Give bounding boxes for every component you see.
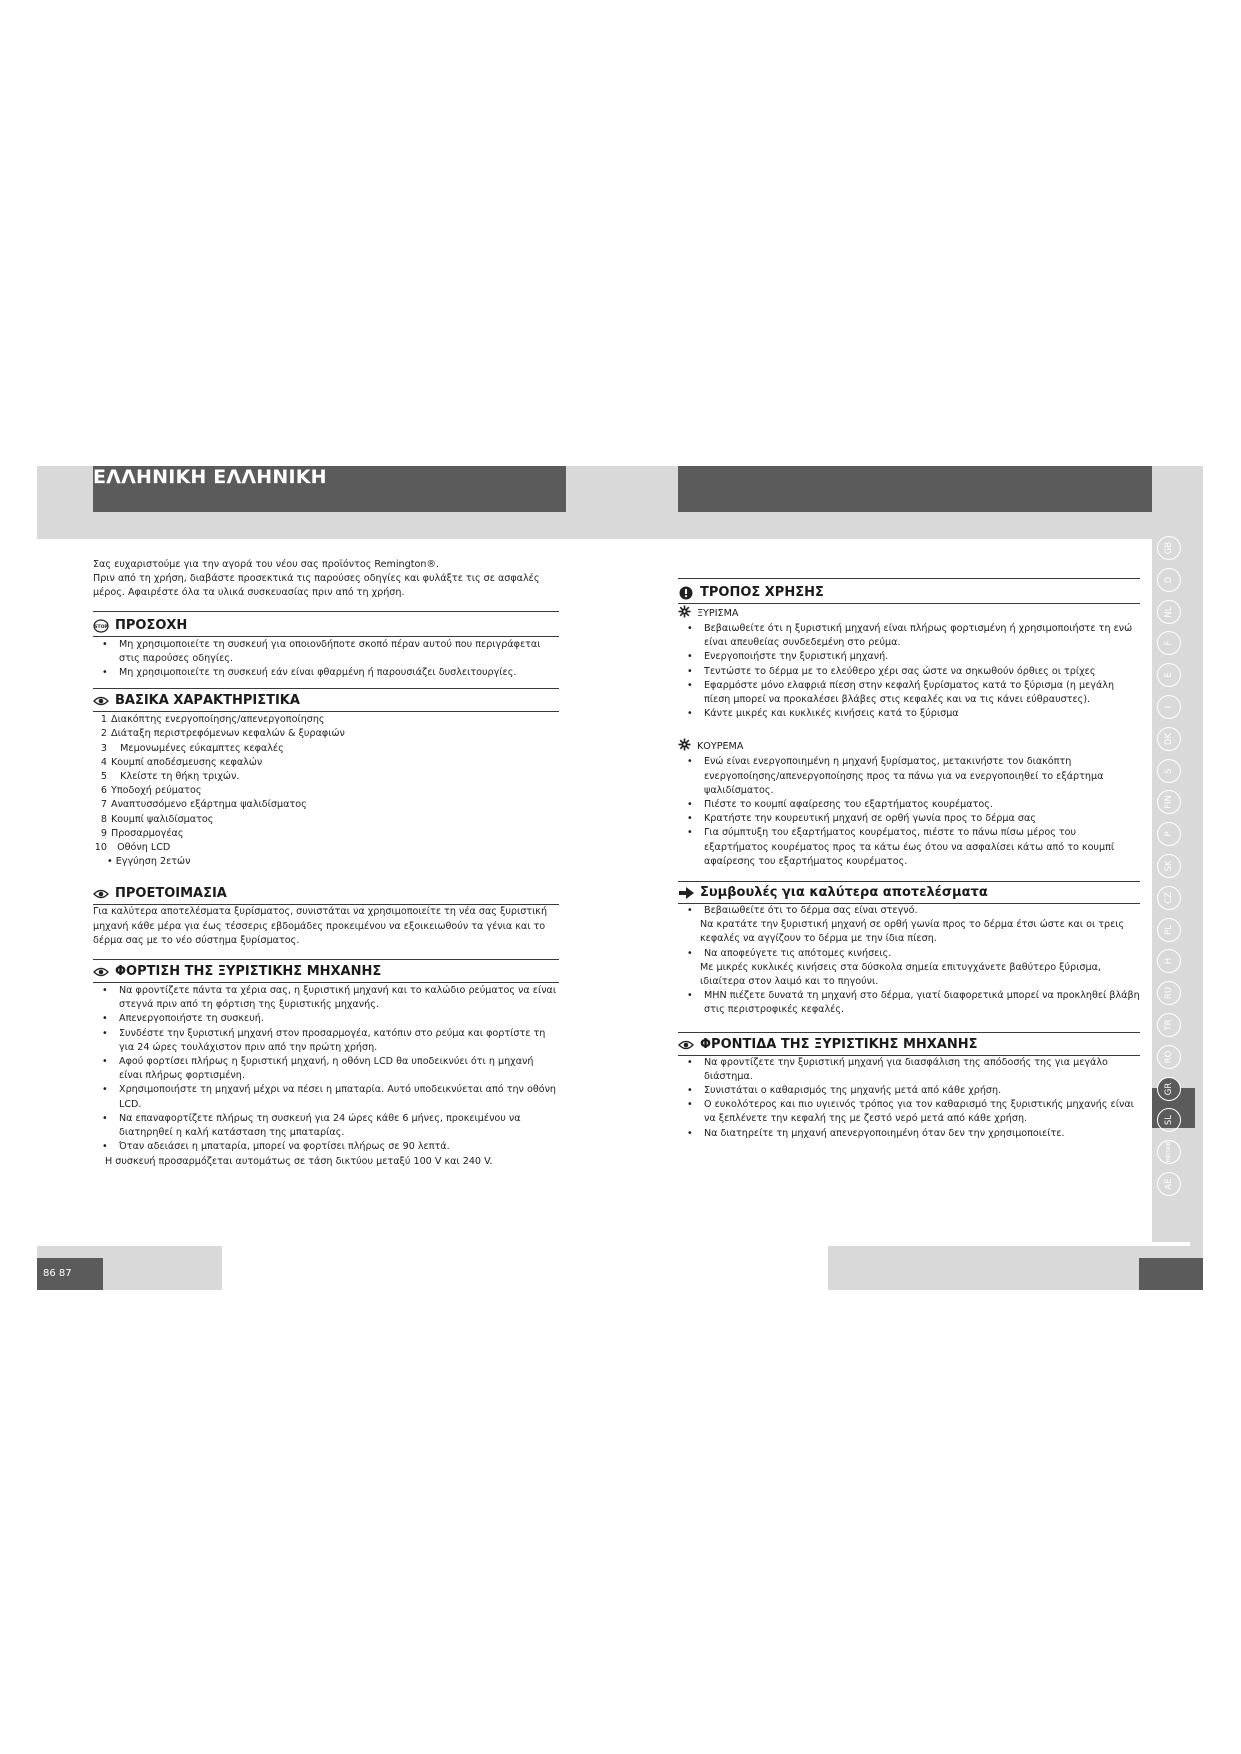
- language-tab-cz[interactable]: CZ: [1157, 886, 1181, 910]
- tip-continuation: κεφαλές να αγγίζουν το δέρμα με την ίδια πίεση.: [700, 933, 937, 945]
- feature-number: 3: [100, 742, 107, 754]
- feature-label: Αναπτυσσόμενο εξάρτημα ψαλιδίσματος: [111, 799, 307, 811]
- usage-heading: [678, 583, 1140, 603]
- list-item: • Όταν αδειάσει η μπαταρία, μπορεί να φορτίσει πλήρως σε 90 λεπτά.: [93, 1140, 559, 1154]
- list-item: • Αφού φορτίσει πλήρως η ξυριστική μηχανή, η οθόνη LCD θα υποδεικνύει ότι η μηχανή είναι πλήρως φορτισμένη.: [93, 1055, 559, 1083]
- language-tab-ru[interactable]: RU: [1157, 981, 1181, 1005]
- caution-heading: [93, 616, 559, 636]
- shaving-title: ΞΥΡΙΣΜΑ: [697, 607, 739, 619]
- care-list: [678, 1056, 1140, 1141]
- divider: [678, 881, 1140, 882]
- list-item: • Ο ευκολότερος και πιο υγιεινός τρόπος για τον καθαρισμό της ξυριστικής μηχανής είναι να ξεπλένετε την κεφαλή της με ζεστό νερό μετά από κάθε χρήση.: [678, 1098, 1140, 1126]
- divider: [93, 636, 559, 637]
- list-item: • Πιέστε το κουμπί αφαίρεσης του εξαρτήματος κουρέματος.: [678, 798, 1140, 812]
- feature-number: 9: [100, 827, 107, 839]
- list-item: • Ενεργοποιήστε την ξυριστική μηχανή.: [678, 650, 1140, 664]
- warranty-note: • Εγγύηση 2ετών: [107, 856, 191, 868]
- list-item: • Βεβαιωθείτε ότι η ξυριστική μηχανή είναι πλήρως φορτισμένη ή χρησιμοποιήστε τη ενώ είναι απευθείας συνδεδεμένη στο ρεύμα.: [678, 622, 1140, 650]
- list-item: • Μη χρησιμοποιείτε τη συσκευή εάν είναι φθαρμένη ή παρουσιάζει δυσλειτουργίες.: [93, 666, 559, 680]
- tip-bullet: [678, 904, 1140, 918]
- feature-label: Μεμονωμένες εύκαμπτες κεφαλές: [111, 742, 284, 754]
- intro-line: Πριν από τη χρήση, διαβάστε προσεκτικά τις παρούσες οδηγίες και φυλάξτε τις σε ασφαλές: [93, 573, 540, 585]
- care-title: ΦΡΟΝΤΙΔΑ ΤΗΣ ΞΥΡΙΣΤΙΚΗΣ ΜΗΧΑΝΗΣ: [700, 1036, 978, 1052]
- page-numbers: 86 87: [43, 1268, 72, 1279]
- language-tab-ro[interactable]: RO: [1157, 1045, 1181, 1069]
- language-tab-dk[interactable]: DK: [1157, 727, 1181, 751]
- tips-heading: [678, 883, 1140, 903]
- charging-heading: [93, 962, 559, 982]
- list-item: • ΜΗΝ πιέζετε δυνατά τη μηχανή στο δέρμα, γιατί διαφορετικά μπορεί να προκληθεί βλάβη στις περιστροφικές κεφαλές.: [678, 989, 1140, 1017]
- svg-text:STOP: STOP: [94, 624, 108, 630]
- tip-continuation: Με μικρές κυκλικές κινήσεις στα δύσκολα σημεία επιτυγχάνετε βαθύτερο ξύρισμα,: [700, 961, 1101, 973]
- list-item: • Να φροντίζετε την ξυριστική μηχανή για διασφάλιση της απόδοσής της για μεγάλο διάστημα.: [678, 1056, 1140, 1084]
- list-item: • Συνιστάται ο καθαρισμός της μηχανής μετά από κάθε χρήση.: [678, 1084, 1140, 1098]
- feature-number: 6: [100, 785, 107, 797]
- right-column: [678, 578, 1140, 1141]
- divider: [678, 1032, 1140, 1033]
- list-item: • Να φροντίζετε πάντα τα χέρια σας, η ξυριστική μηχανή και το καλώδιο ρεύματος να είναι στεγνά πριν από τη φόρτιση της ξυριστικής μηχανής.: [93, 984, 559, 1012]
- divider: [93, 688, 559, 689]
- eye-icon: [93, 887, 109, 901]
- language-tab-s[interactable]: S: [1157, 759, 1181, 783]
- feature-number: 1: [100, 714, 107, 726]
- list-item: • Συνδέστε την ξυριστική μηχανή στον προσαρμογέα, κατόπιν στο ρεύμα και φορτίστε τη για 24 ώρες τουλάχιστον πριν από την πρώτη χρήση.: [93, 1027, 559, 1055]
- feature-item: [93, 713, 559, 727]
- trimming-title: ΚΟΥΡΕΜΑ: [697, 741, 744, 753]
- tip-continuation: Να κρατάτε την ξυριστική μηχανή σε ορθή γωνία προς το δέρμα έτσι ώστε και οι τρεις: [700, 919, 1125, 931]
- feature-item: [93, 827, 559, 841]
- feature-label: Διάταξη περιστρεφόμενων κεφαλών & ξυραφιών: [111, 728, 345, 740]
- feature-item: [93, 756, 559, 770]
- divider: [93, 611, 559, 612]
- header-bar-right: [678, 466, 1152, 512]
- divider: [93, 982, 559, 983]
- tips-title: Συμβουλές για καλύτερα αποτελέσματα: [700, 884, 988, 900]
- list-item: • Κάντε μικρές και κυκλικές κινήσεις κατά το ξύρισμα: [678, 707, 1140, 721]
- feature-label: Κουμπί ψαλιδίσματος: [111, 813, 214, 825]
- list-item: • Να επαναφορτίζετε πλήρως τη συσκευή για 24 ώρες κάθε 6 μήνες, προκειμένου να διατηρηθεί η καλή κατάσταση της μπαταρίας.: [93, 1112, 559, 1140]
- language-tab-f[interactable]: F: [1157, 631, 1181, 655]
- shaving-subheading: [678, 606, 1140, 622]
- feature-number: 2: [100, 728, 107, 740]
- list-item: • Βεβαιωθείτε ότι το δέρμα σας είναι στεγνό.: [678, 904, 1140, 918]
- feature-item: [93, 784, 559, 798]
- feature-item: [93, 727, 559, 741]
- language-tab-pl[interactable]: PL: [1157, 918, 1181, 942]
- divider: [678, 603, 1140, 604]
- feature-number: 10: [94, 842, 107, 854]
- feature-label: Κλείστε τη θήκη τριχών.: [111, 771, 240, 783]
- feature-item: [93, 798, 559, 812]
- list-item: • Τεντώστε το δέρμα με το ελεύθερο χέρι σας ώστε να σηκωθούν όρθιες οι τρίχες: [678, 665, 1140, 679]
- eye-icon: [93, 694, 109, 708]
- charging-title: ΦΟΡΤΙΣΗ ΤΗΣ ΞΥΡΙΣΤΙΚΗΣ ΜΗΧΑΝΗΣ: [115, 963, 382, 979]
- list-item: • Να αποφεύγετε τις απότομες κινήσεις.: [678, 947, 1140, 961]
- eye-icon: [678, 1038, 694, 1052]
- feature-item: [93, 742, 559, 756]
- feature-label: Κουμπί αποδέσμευσης κεφαλών: [111, 756, 263, 768]
- language-tab-tr[interactable]: TR: [1157, 1013, 1181, 1037]
- intro-line: μέρος. Αφαιρέστε όλα τα υλικά συσκευασίας πριν από τη χρήση.: [93, 587, 405, 599]
- language-tab-h[interactable]: H: [1157, 949, 1181, 973]
- trimming-subheading: [678, 739, 1140, 755]
- list-item: • Ενώ είναι ενεργοποιημένη η μηχανή ξυρίσματος, μετακινήστε τον διακόπτη ενεργοποίησης/απενεργοποίησης προς τα πάνω για να ενεργοποιηθεί το εξάρτημα ψαλιδίσματος.: [678, 755, 1140, 798]
- preparation-title: ΠΡΟΕΤΟΙΜΑΣΙΑ: [115, 886, 227, 902]
- language-tab-gr[interactable]: GR: [1157, 1077, 1181, 1101]
- care-heading: [678, 1035, 1140, 1055]
- left-column: [93, 558, 559, 1169]
- eye-icon: [93, 965, 109, 979]
- divider: [93, 711, 559, 712]
- feature-number: 5: [100, 771, 107, 783]
- feature-number: 4: [100, 756, 107, 768]
- shaving-list: [678, 622, 1140, 721]
- list-item: • Μη χρησιμοποιείτε τη συσκευή για οποιονδήποτε σκοπό πέραν αυτού που περιγράφεται στις παρούσες οδηγίες.: [93, 638, 559, 666]
- info-icon: [678, 586, 694, 600]
- gear-icon: [678, 738, 691, 756]
- footer-dark-box-right: [1139, 1258, 1203, 1290]
- page-title: ΕΛΛΗΝΙΚΗ ΕΛΛΗΝΙΚΗ: [93, 466, 327, 488]
- preparation-heading: [93, 884, 559, 904]
- tips-list: [678, 904, 1140, 1018]
- preparation-line: δέρμα σας με το νέο σύστημα ξυρίσματος.: [93, 934, 300, 946]
- tip-bullet: [678, 947, 1140, 961]
- voltage-note: Η συσκευή προσαρμόζεται αυτομάτως σε τάση δικτύου μεταξύ 100 V και 240 V.: [105, 1155, 493, 1167]
- tip-bullet: [678, 989, 1140, 1017]
- list-item: • Χρησιμοποιήστε τη μηχανή μέχρι να πέσει η μπαταρία. Αυτό υποδεικνύεται από την οθόνη LCD.: [93, 1083, 559, 1111]
- features-title: ΒΑΣΙΚΑ ΧΑΡΑΚΤΗΡΙΣΤΙΚΑ: [115, 693, 300, 709]
- preparation-line: μηχανή κάθε μέρα για έως τέσσερις εβδομάδες προκειμένου να εξοικειωθούν τα γένια και το: [93, 920, 546, 932]
- language-tab-hr-srb[interactable]: HR/SRB: [1157, 1140, 1181, 1164]
- feature-label: Υποδοχή ρεύματος: [111, 785, 202, 797]
- preparation-text: [93, 905, 559, 948]
- trimming-list: [678, 755, 1140, 869]
- features-heading: [93, 691, 559, 711]
- stop-icon: [93, 619, 109, 633]
- list-item: • Απενεργοποιήστε τη συσκευή.: [93, 1012, 559, 1026]
- language-tab-i[interactable]: I: [1157, 695, 1181, 719]
- features-list: [93, 713, 559, 855]
- feature-number: 8: [100, 813, 107, 825]
- language-tab-p[interactable]: P: [1157, 822, 1181, 846]
- arrow-right-icon: [678, 886, 694, 900]
- language-tab-d[interactable]: D: [1157, 568, 1181, 592]
- list-item: • Εφαρμόστε μόνο ελαφριά πίεση στην κεφαλή ξυρίσματος κατά το ξύρισμα (η μεγάλη πίεση μπορεί να προκαλέσει βλάβες στις κεφαλές και να τις κάνει εύθραυστες).: [678, 679, 1140, 707]
- intro-text: [93, 558, 559, 601]
- divider: [93, 959, 559, 960]
- feature-item: [93, 770, 559, 784]
- language-tab-ae[interactable]: AE: [1157, 1172, 1181, 1196]
- language-tab-sl[interactable]: SL: [1157, 1108, 1181, 1132]
- feature-item: [93, 841, 559, 855]
- preparation-line: Για καλύτερα αποτελέσματα ξυρίσματος, συνιστάται να χρησιμοποιείτε τη νέα σας ξυριστική: [93, 906, 548, 918]
- language-tab-e[interactable]: E: [1157, 663, 1181, 687]
- usage-title: ΤΡΟΠΟΣ ΧΡΗΣΗΣ: [700, 584, 824, 600]
- language-tab-fin[interactable]: FIN: [1157, 790, 1181, 814]
- list-item: • Να διατηρείτε τη μηχανή απενεργοποιημένη όταν δεν την χρησιμοποιείτε.: [678, 1127, 1140, 1141]
- feature-number: 7: [100, 799, 107, 811]
- feature-label: Οθόνη LCD: [111, 842, 171, 854]
- intro-line: Σας ευχαριστούμε για την αγορά του νέου σας προϊόντος Remington®.: [93, 559, 440, 570]
- language-tab-sk[interactable]: SK: [1157, 854, 1181, 878]
- divider: [678, 578, 1140, 579]
- feature-label: Προσαρμογέας: [111, 827, 184, 839]
- list-item: • Κρατήστε την κουρευτική μηχανή σε ορθή γωνία προς το δέρμα σας: [678, 812, 1140, 826]
- charging-list: [93, 984, 559, 1154]
- language-tab-nl[interactable]: NL: [1157, 600, 1181, 624]
- gear-icon: [678, 605, 691, 623]
- language-strip-edge: [1190, 466, 1203, 1246]
- feature-label: Διακόπτης ενεργοποίησης/απενεργοποίησης: [111, 714, 325, 726]
- tip-continuation: ιδιαίτερα στον λαιμό και το πηγούνι.: [700, 976, 879, 988]
- feature-item: [93, 813, 559, 827]
- list-item: • Για σύμπτυξη του εξαρτήματος κουρέματος, πιέστε το πάνω πίσω μέρος του εξαρτήματος κουρέματος προς τα κάτω έως ότου να ασφαλίσει κάτω από το κουμπί αφαίρεσης του εξαρτήματος κουρέματος.: [678, 826, 1140, 869]
- language-tab-gb[interactable]: GB: [1157, 536, 1181, 560]
- caution-list: [93, 638, 559, 681]
- caution-title: ΠΡΟΣΟΧΗ: [115, 617, 188, 633]
